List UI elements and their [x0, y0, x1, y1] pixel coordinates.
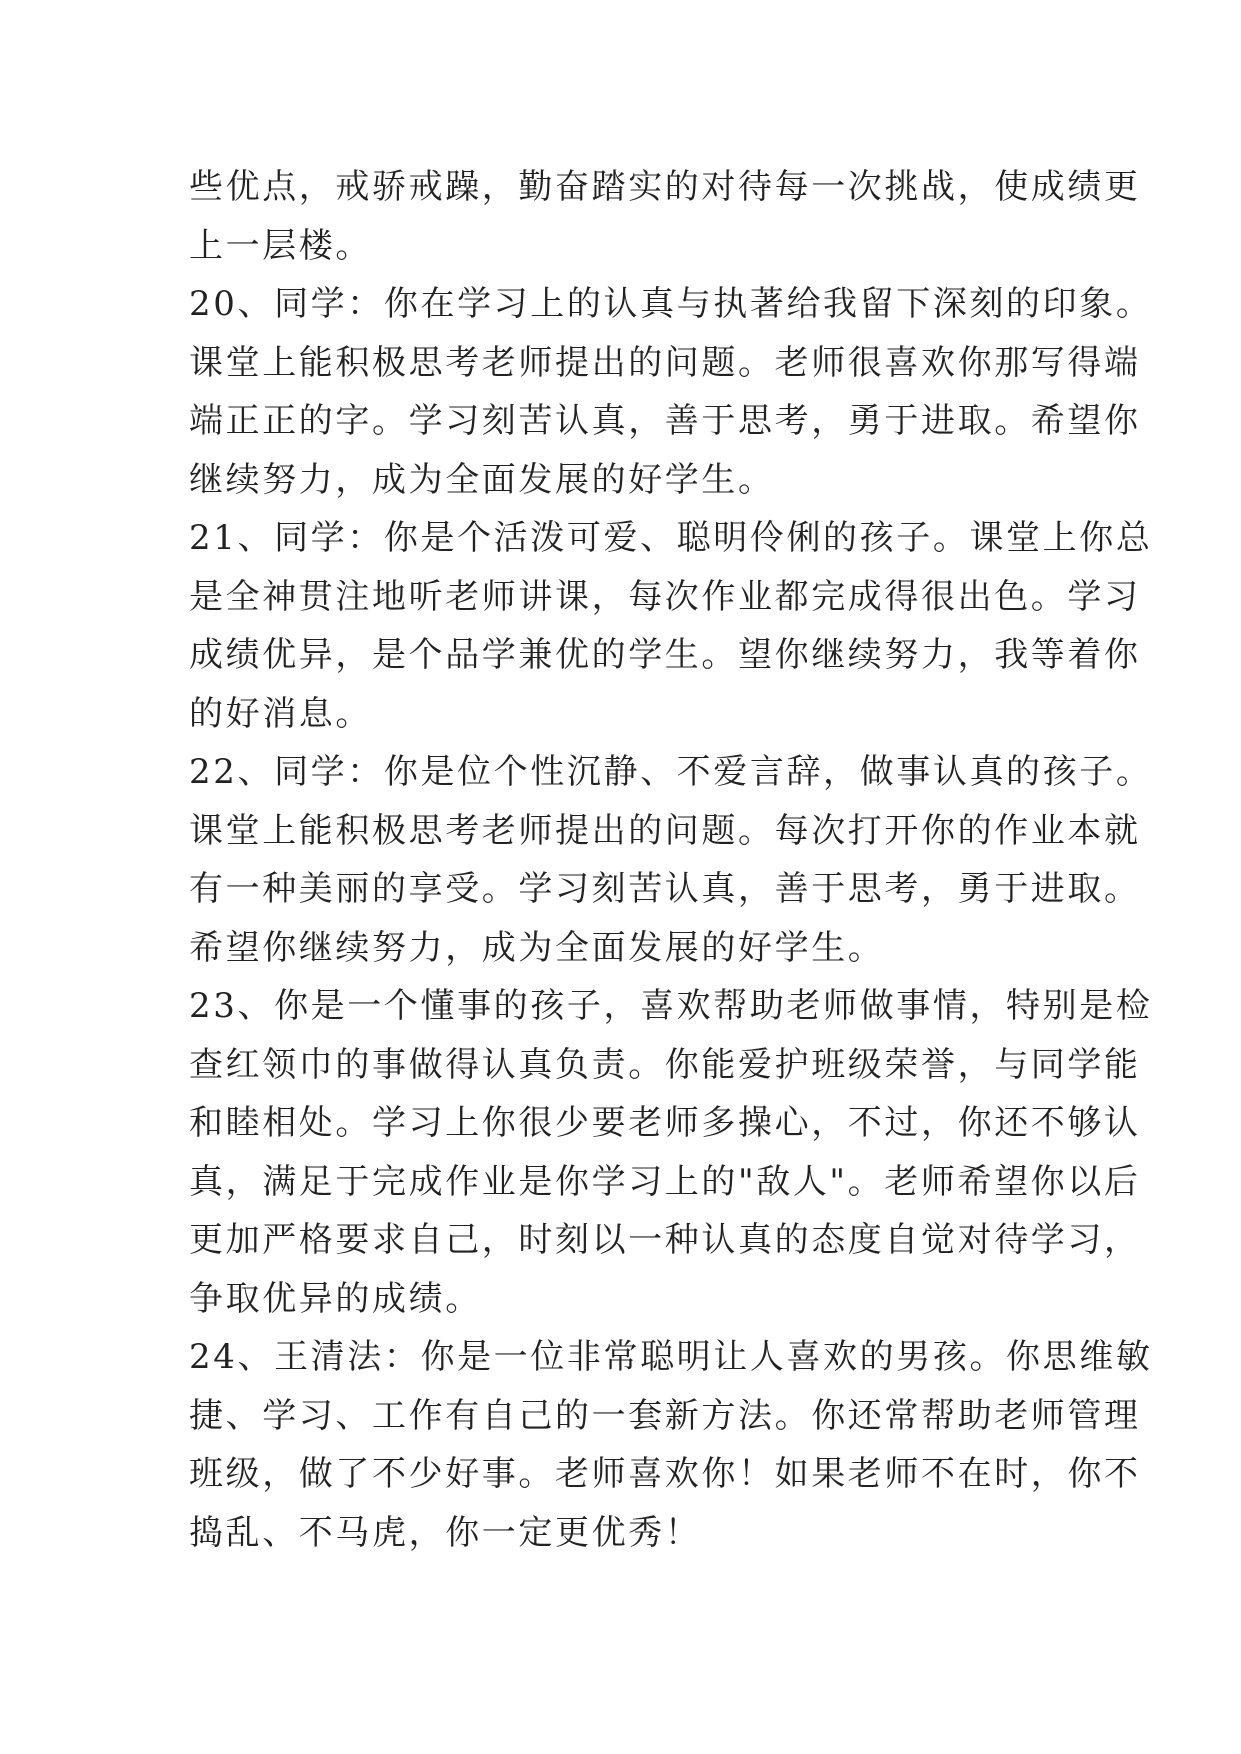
text-line: 成绩优异，是个品学兼优的学生。望你继续努力，我等着你 — [189, 635, 1141, 675]
text-line: 21、同学：你是个活泼可爱、聪明伶俐的孩子。课堂上你总 — [189, 518, 1153, 558]
text-line: 有一种美丽的享受。学习刻苦认真，善于思考，勇于进取。 — [189, 869, 1141, 909]
text-line: 争取优异的成绩。 — [189, 1278, 482, 1319]
text-line: 20、同学：你在学习上的认真与执著给我留下深刻的印象。 — [189, 284, 1153, 324]
document-body — [189, 158, 1153, 1562]
text-line: 查红领巾的事做得认真负责。你能爱护班级荣誉，与同学能 — [189, 1044, 1141, 1085]
text-line: 上一层楼。 — [189, 225, 372, 266]
text-line: 课堂上能积极思考老师提出的问题。每次打开你的作业本就 — [189, 810, 1141, 851]
text-line: 捣乱、不马虎，你一定更优秀！ — [189, 1512, 702, 1553]
text-line: 和睦相处。学习上你很少要老师多操心，不过，你还不够认 — [189, 1103, 1141, 1143]
text-line: 22、同学：你是位个性沉静、不爱言辞，做事认真的孩子。 — [189, 752, 1153, 792]
text-line: 捷、学习、工作有自己的一套新方法。你还常帮助老师管理 — [189, 1395, 1141, 1436]
text-line: 些优点，戒骄戒躁，勤奋踏实的对待每一次挑战，使成绩更 — [189, 167, 1141, 207]
text-line: 课堂上能积极思考老师提出的问题。老师很喜欢你那写得端 — [189, 342, 1141, 383]
text-line: 班级，做了不少好事。老师喜欢你！如果老师不在时，你不 — [189, 1454, 1141, 1494]
text-line: 的好消息。 — [189, 693, 372, 734]
text-line: 真，满足于完成作业是你学习上的"敌人"。老师希望你以后 — [189, 1161, 1141, 1202]
text-line: 更加严格要求自己，时刻以一种认真的态度自觉对待学习， — [189, 1220, 1141, 1260]
text-line: 24、王清法：你是一位非常聪明让人喜欢的男孩。你思维敏 — [189, 1337, 1153, 1377]
text-line: 23、你是一个懂事的孩子，喜欢帮助老师做事情，特别是检 — [189, 986, 1153, 1026]
text-line: 希望你继续努力，成为全面发展的好学生。 — [189, 927, 885, 968]
text-line: 端正正的字。学习刻苦认真，善于思考，勇于进取。希望你 — [189, 401, 1141, 441]
text-line: 是全神贯注地听老师讲课，每次作业都完成得很出色。学习 — [189, 576, 1141, 617]
text-line: 继续努力，成为全面发展的好学生。 — [189, 459, 775, 500]
